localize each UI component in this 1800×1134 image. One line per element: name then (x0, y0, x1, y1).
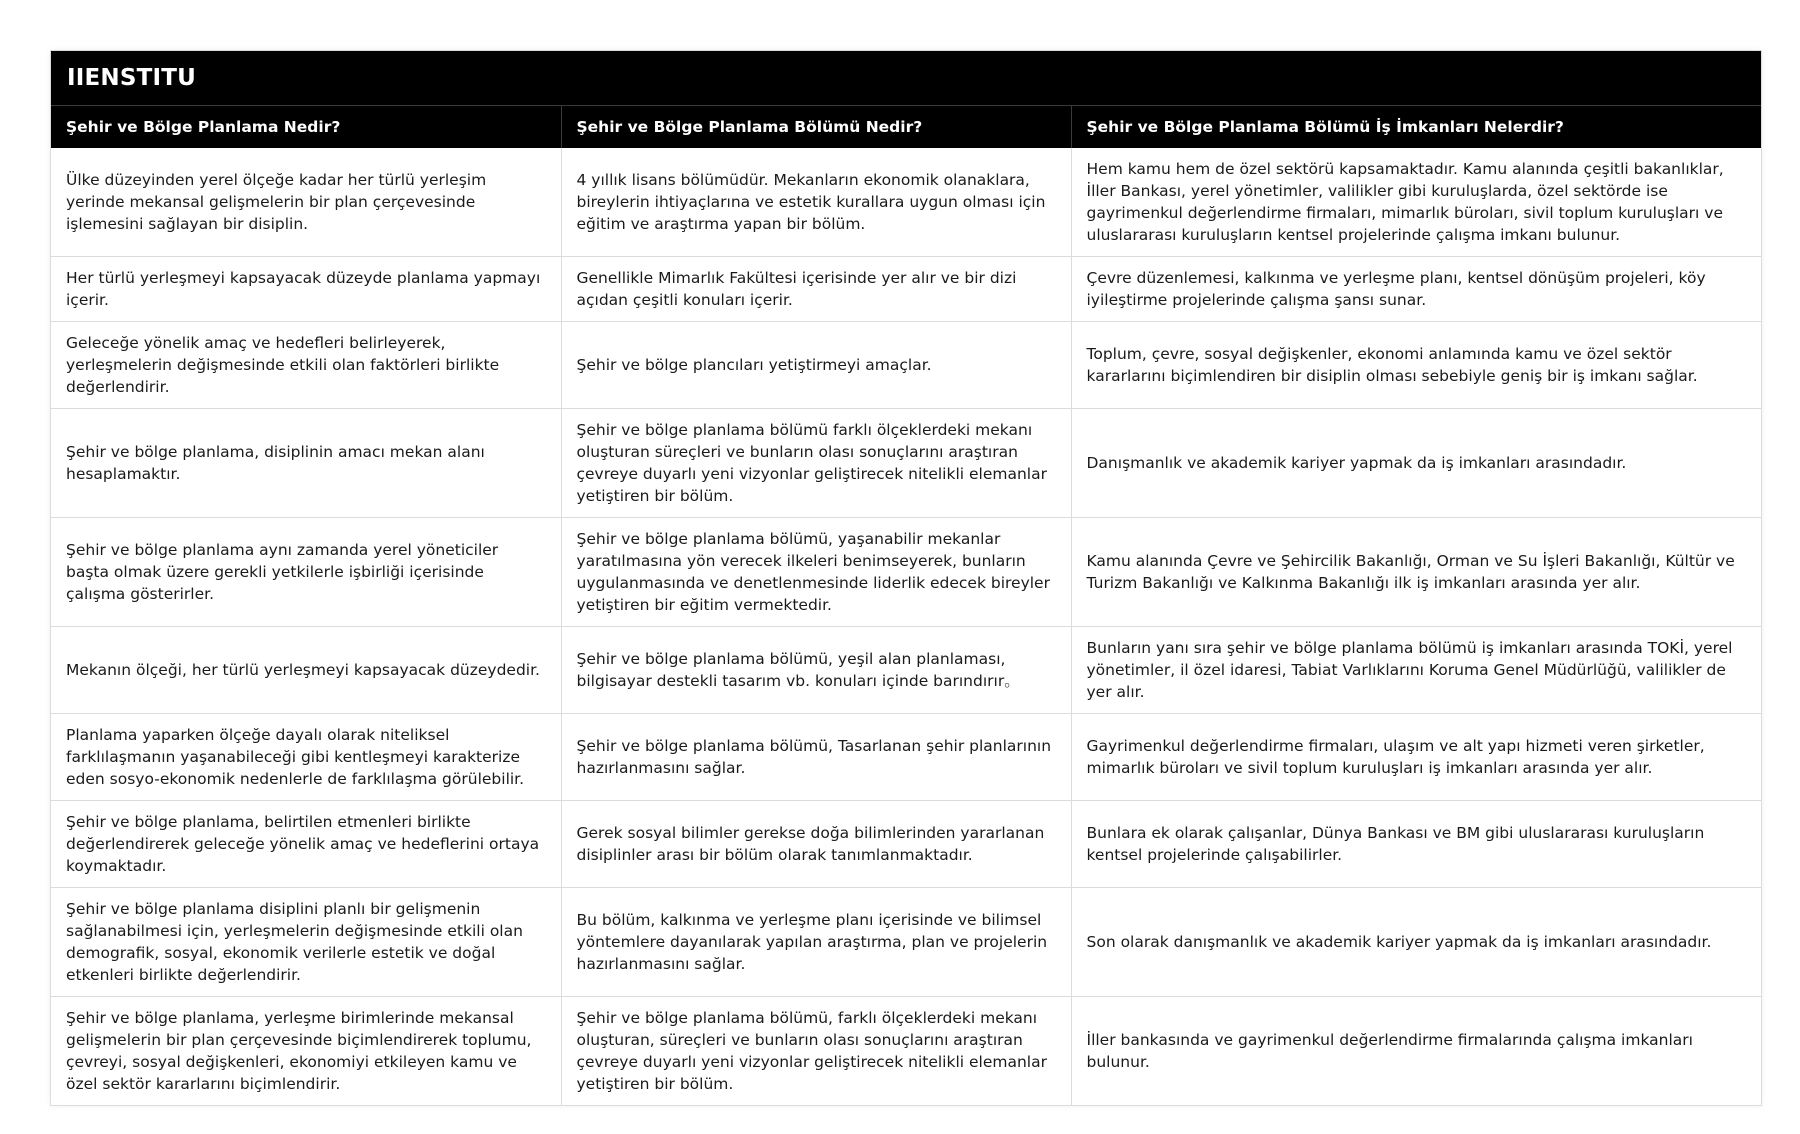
table-row (51, 801, 1761, 888)
table-cell: Çevre düzenlemesi, kalkınma ve yerleşme planı, kentsel dönüşüm projeleri, köy iyileştirme projelerinde çalışma şansı sunar. (1071, 257, 1761, 322)
table-body (51, 148, 1761, 1105)
brand-title: IIENSTITU (51, 51, 1761, 105)
comparison-card (50, 50, 1762, 1106)
table-cell: Şehir ve bölge planlama disiplini planlı bir gelişmenin sağlanabilmesi için, yerleşmelerin değişmesinde etkili olan demografik, sosyal, ekonomik verilerle estetik ve doğal etkenleri birlikte değerlendirir. (51, 888, 561, 997)
table-cell: Gayrimenkul değerlendirme firmaları, ulaşım ve alt yapı hizmeti veren şirketler, mimarlık büroları ve sivil toplum kuruluşları iş imkanları arasında yer alır. (1071, 714, 1761, 801)
table-cell: Şehir ve bölge plancıları yetiştirmeyi amaçlar. (561, 322, 1071, 409)
table-cell: Şehir ve bölge planlama, belirtilen etmenleri birlikte değerlendirerek geleceğe yönelik amaç ve hedeflerini ortaya koymaktadır. (51, 801, 561, 888)
table-row (51, 322, 1761, 409)
table-row (51, 409, 1761, 518)
table-cell: Planlama yaparken ölçeğe dayalı olarak niteliksel farklılaşmanın yaşanabileceği gibi kentleşmeyi karakterize eden sosyo-ekonomik nedenlerle de farklılaşma görülebilir. (51, 714, 561, 801)
table-row (51, 257, 1761, 322)
table-cell: İller bankasında ve gayrimenkul değerlendirme firmalarında çalışma imkanları bulunur. (1086, 1031, 1693, 1071)
table-row (51, 888, 1761, 997)
table-cell: Ülke düzeyinden yerel ölçeğe kadar her türlü yerleşim yerinde mekansal gelişmelerin bir plan çerçevesinde işlemesini sağlayan bir disiplin. (51, 148, 561, 257)
table-cell: Şehir ve bölge planlama aynı zamanda yerel yöneticiler başta olmak üzere gerekli yetkilerle işbirliği içerisinde çalışma gösterirler. (51, 518, 561, 627)
table-cell: Mekanın ölçeği, her türlü yerleşmeyi kapsayacak düzeydedir. (51, 627, 561, 714)
table-cell: Danışmanlık ve akademik kariyer yapmak da iş imkanları arasındadır. (1071, 409, 1761, 518)
table-cell: Son olarak danışmanlık ve akademik kariyer yapmak da iş imkanları arasındadır. (1071, 888, 1761, 997)
table-cell: Şehir ve bölge planlama bölümü, yaşanabilir mekanlar yaratılmasına yön verecek ilkeleri benimseyerek, bunların uygulanmasında ve denetlenmesinde liderlik edecek bireyler yetiştiren bir eğitim vermektedir. (561, 518, 1071, 627)
column-header-what-is-department: Şehir ve Bölge Planlama Bölümü Nedir? (561, 106, 1071, 149)
column-header-job-opportunities: Şehir ve Bölge Planlama Bölümü İş İmkanları Nelerdir? (1071, 106, 1761, 149)
table-cell: Şehir ve bölge planlama, disiplinin amacı mekan alanı hesaplamaktır. (51, 409, 561, 518)
table-cell: Hem kamu hem de özel sektörü kapsamaktadır. Kamu alanında çeşitli bakanlıklar, İller Bankası, yerel yönetimler, valilikler gibi kuruluşlarda, özel sektörde ise gayrimenkul değerlendirme firmaları, mimarlık büroları, sivil toplum kuruluşları ve uluslararası kuruluşların kentsel projelerinde çalışma imkanı bulunur. (1071, 148, 1761, 257)
table-cell: Şehir ve bölge planlama bölümü farklı ölçeklerdeki mekanı oluşturan süreçleri ve bunların olası sonuçlarını araştıran çevreye duyarlı yeni vizyonlar geliştirecek nitelikli elemanlar yetiştiren bir bölüm. (561, 409, 1071, 518)
table-row (51, 518, 1761, 627)
table-row (51, 997, 1761, 1106)
table-cell: Şehir ve bölge planlama bölümü, farklı ölçeklerdeki mekanı oluşturan, süreçleri ve bunların olası sonuçlarını araştıran çevreye duyarlı yeni vizyonlar geliştirecek nitelikli elemanlar yetiştiren bir bölüm. (561, 997, 1071, 1106)
table-cell: Bunlara ek olarak çalışanlar, Dünya Bankası ve BM gibi uluslararası kuruluşların kentsel projelerinde çalışabilirler. (1071, 801, 1761, 888)
comparison-table (51, 105, 1761, 1105)
table-cell: Bu bölüm, kalkınma ve yerleşme planı içerisinde ve bilimsel yöntemlere dayanılarak yapılan araştırma, plan ve projelerin hazırlanmasını sağlar. (561, 888, 1071, 997)
table-cell: Şehir ve bölge planlama bölümü, yeşil alan planlaması, bilgisayar destekli tasarım vb. konuları içinde barındırır。 (561, 627, 1071, 714)
table-cell: Genellikle Mimarlık Fakültesi içerisinde yer alır ve bir dizi açıdan çeşitli konuları içerir. (561, 257, 1071, 322)
table-cell: Kamu alanında Çevre ve Şehircilik Bakanlığı, Orman ve Su İşleri Bakanlığı, Kültür ve Turizm Bakanlığı ve Kalkınma Bakanlığı ilk iş imkanları arasında yer alır. (1071, 518, 1761, 627)
table-cell: Şehir ve bölge planlama, yerleşme birimlerinde mekansal gelişmelerin bir plan çerçevesinde biçimlendirerek toplumu, çevreyi, sosyal değişkenleri, ekonomiyi etkileyen kamu ve özel sektör kararlarını biçimlendirir. (51, 997, 561, 1106)
table-cell: Bunların yanı sıra şehir ve bölge planlama bölümü iş imkanları arasında TOKİ, yerel yönetimler, il özel idaresi, Tabiat Varlıklarını Koruma Genel Müdürlüğü, valilikler de yer alır. (1071, 627, 1761, 714)
column-header-what-is-planning: Şehir ve Bölge Planlama Nedir? (51, 106, 561, 149)
header-row (51, 106, 1761, 149)
table-cell: Şehir ve bölge planlama bölümü, Tasarlanan şehir planlarının hazırlanmasını sağlar. (561, 714, 1071, 801)
table-header (51, 106, 1761, 149)
table-cell: 4 yıllık lisans bölümüdür. Mekanların ekonomik olanaklara, bireylerin ihtiyaçlarına ve estetik kurallara uygun olması için eğitim ve araştırma yapan bir bölüm. (561, 148, 1071, 257)
table-row (51, 627, 1761, 714)
table-cell: Geleceğe yönelik amaç ve hedefleri belirleyerek, yerleşmelerin değişmesinde etkili olan faktörleri birlikte değerlendirir. (51, 322, 561, 409)
table-cell: Her türlü yerleşmeyi kapsayacak düzeyde planlama yapmayı içerir. (51, 257, 561, 322)
table-cell: Toplum, çevre, sosyal değişkenler, ekonomi anlamında kamu ve özel sektör kararlarını biçimlendiren bir disiplin olması sebebiyle geniş bir iş imkanı sağlar. (1071, 322, 1761, 409)
table-row (51, 714, 1761, 801)
table-cell: Gerek sosyal bilimler gerekse doğa bilimlerinden yararlanan disiplinler arası bir bölüm olarak tanımlanmaktadır. (561, 801, 1071, 888)
table-row (51, 148, 1761, 257)
